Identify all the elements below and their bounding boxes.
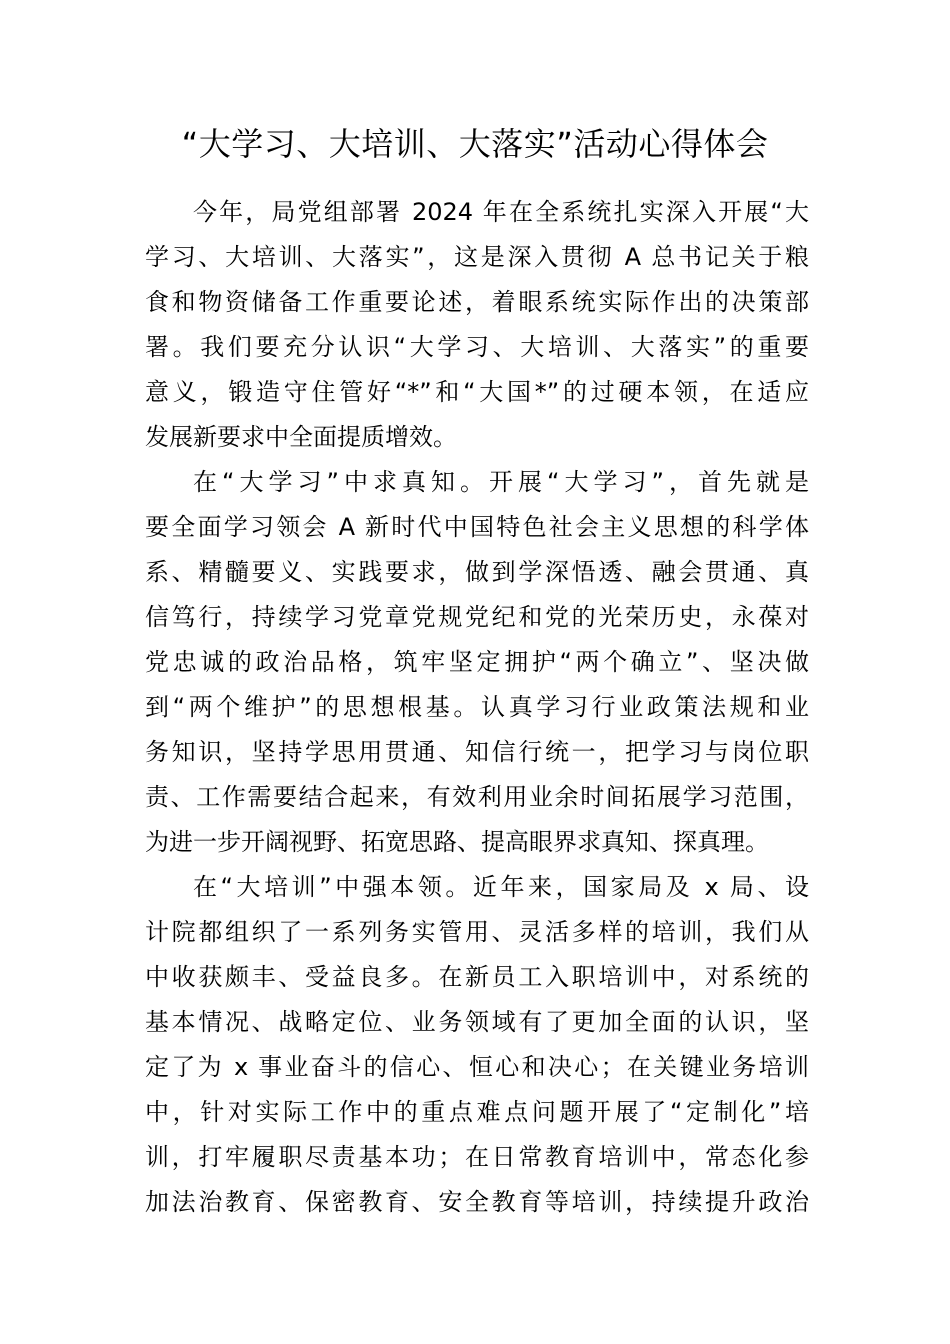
text-line: 加法治教育、保密教育、安全教育等培训，持续提升政治: [145, 1188, 809, 1216]
text-line: 署。我们要充分认识“大学习、大培训、大落实”的重要: [145, 333, 809, 361]
text-line: 要全面学习领会 A 新时代中国特色社会主义思想的科学体: [145, 513, 809, 541]
text-line: 为进一步开阔视野、拓宽思路、提高眼界求真知、探真理。: [145, 828, 769, 856]
text-line: 食和物资储备工作重要论述，着眼系统实际作出的决策部: [145, 288, 809, 316]
text-line: 中，针对实际工作中的重点难点问题开展了“定制化”培: [145, 1098, 809, 1126]
text-line: 意义，锻造守住管好“*”和“大国*”的过硬本领，在适应: [145, 378, 809, 406]
document-title: “大学习、大培训、大落实”活动心得体会: [181, 125, 769, 163]
text-line: 信笃行，持续学习党章党规党纪和党的光荣历史，永葆对: [145, 603, 809, 631]
paragraph-3: [145, 865, 809, 1225]
text-line: 计院都组织了一系列务实管用、灵活多样的培训，我们从: [145, 918, 809, 946]
text-line: 责、工作需要结合起来，有效利用业余时间拓展学习范围，: [145, 783, 809, 811]
text-line: 训，打牢履职尽责基本功；在日常教育培训中，常态化参: [145, 1143, 809, 1171]
text-line: 学习、大培训、大落实”，这是深入贯彻 A 总书记关于粮: [145, 243, 809, 271]
paragraph-1: [145, 190, 809, 460]
paragraph-2: [145, 460, 809, 865]
text-line: 定了为 x 事业奋斗的信心、恒心和决心；在关键业务培训: [145, 1053, 809, 1081]
text-line: 发展新要求中全面提质增效。: [145, 423, 457, 451]
text-line: 中收获颇丰、受益良多。在新员工入职培训中，对系统的: [145, 963, 809, 991]
text-line: 党忠诚的政治品格，筑牢坚定拥护“两个确立”、坚决做: [145, 648, 809, 676]
text-line: 系、精髓要义、实践要求，做到学深悟透、融会贯通、真: [145, 558, 809, 586]
document-body: [145, 190, 809, 1225]
text-line: 在“大学习”中求真知。开展“大学习”，首先就是: [193, 468, 809, 496]
text-line: 基本情况、战略定位、业务领域有了更加全面的认识，坚: [145, 1008, 809, 1036]
text-line: 今年，局党组部署 2024 年在全系统扎实深入开展“大: [193, 198, 809, 226]
text-line: 到“两个维护”的思想根基。认真学习行业政策法规和业: [145, 693, 809, 721]
text-line: 在“大培训”中强本领。近年来，国家局及 x 局、设: [193, 873, 809, 901]
text-line: 务知识，坚持学思用贯通、知信行统一，把学习与岗位职: [145, 738, 809, 766]
